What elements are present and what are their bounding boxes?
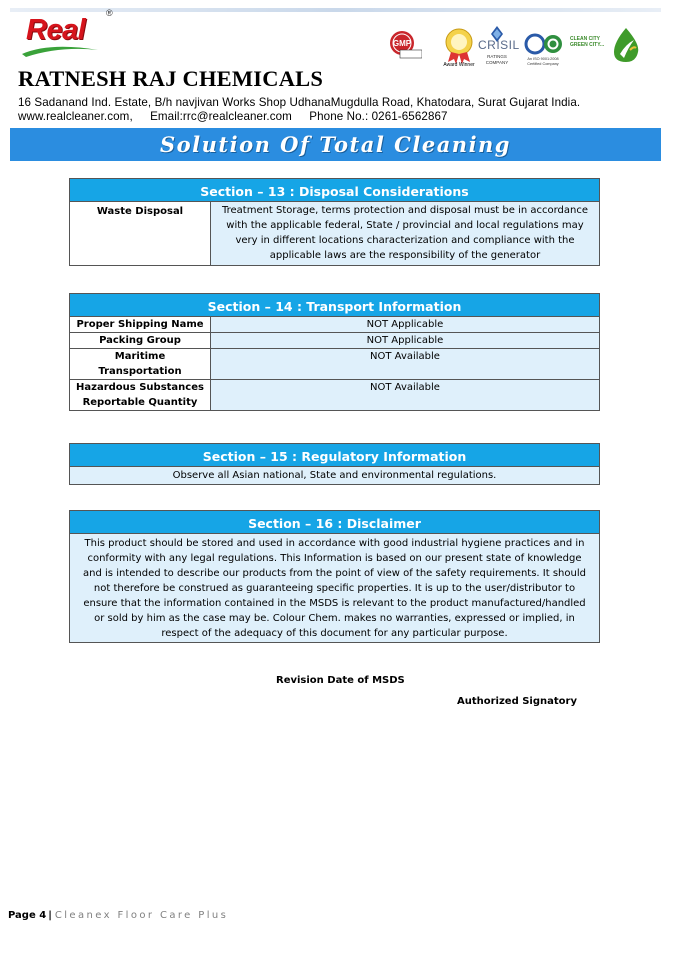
company-name: RATNESH RAJ CHEMICALS [18,66,324,91]
phone-number: Phone No.: 0261-6562867 [309,110,448,123]
footer-separator: | [48,910,52,921]
iso-label: An ISO 9001:2008 Certified Company [527,57,559,66]
section-14-title: Section – 14 : Transport Information [70,294,600,317]
section-15-title: Section – 15 : Regulatory Information [70,444,600,467]
product-name: Cleanex Floor Care Plus [54,910,229,921]
packing-group-label: Packing Group [70,333,211,349]
contact-line [18,110,462,123]
table-row [70,333,600,349]
tagline: Solution Of Total Cleaning [160,132,511,157]
regulatory-text: Observe all Asian national, State and environmental regulations. [70,467,600,485]
table-row [70,534,600,643]
maritime-transport-label: Maritime Transportation [70,349,211,380]
table-row [70,202,600,266]
website-link[interactable]: www.realcleaner.com, [18,110,133,123]
hazardous-quantity-value: NOT Available [211,380,600,411]
page-number: Page 4 [8,910,47,921]
certification-badges [388,22,644,68]
authorized-signatory-label: Authorized Signatory [457,696,577,707]
waste-disposal-value: Treatment Storage, terms protection and disposal must be in accordance with the applicable federal, State / provincial and local regulations may very in different locations characterization and compliance with the applicable laws are the responsibility of the generator [211,202,600,266]
section-13-table [69,178,600,266]
tagline-banner [10,128,661,161]
leaf-drop-icon [610,26,642,64]
company-logo [20,8,113,54]
table-row [70,317,600,333]
logo-swoosh-icon [20,44,100,58]
packing-group-value: NOT Applicable [211,333,600,349]
hazardous-quantity-label: Hazardous Substances Reportable Quantity [70,380,211,411]
waste-disposal-label: Waste Disposal [70,202,211,266]
crisil-label: CRISIL [478,38,520,52]
shipping-name-value: NOT Applicable [211,317,600,333]
table-row [70,349,600,380]
gmp-label: GMP [392,39,412,48]
maritime-transport-value: NOT Available [211,349,600,380]
section-14-table [69,293,600,411]
section-16-table [69,510,600,643]
iso-certified-icon [524,32,564,56]
table-row [70,467,600,485]
shipping-name-label: Proper Shipping Name [70,317,211,333]
award-label: Award Winner [443,62,475,68]
disclaimer-text: This product should be stored and used in accordance with good industrial hygiene practices and in conformity with any legal regulations. This Information is based on our present state of knowledge and is intended to describe our products from the point of view of the safety requirements. It should not therefore be construed as guaranteeing specific properties. It is up to the user/distributor to ensure that the information contained in the MSDS is relevant to the product manufactured/handled or sold by him as the case may be. Colour Chem. makes no warranties, expressed or implied, in respect of the adequacy of this document for any particular purpose. [70,534,600,643]
email-link[interactable]: Email:rrc@realcleaner.com [150,110,292,123]
company-address: 16 Sadanand Ind. Estate, B/h navjivan Works Shop UdhanaMugdulla Road, Khatodara, Surat Gujarat India. [18,96,581,109]
revision-date-label: Revision Date of MSDS [276,675,405,686]
clean-city-label: CLEAN CITY GREEN CITY... [570,36,605,48]
logo-text: Real [26,14,86,46]
table-row [70,380,600,411]
page-footer [8,910,228,921]
crisil-sub-label: RATINGS COMPANY [485,54,509,65]
registered-mark: ® [106,8,113,18]
section-15-table [69,443,600,485]
gmp-badge-icon [388,30,422,60]
section-13-title: Section – 13 : Disposal Considerations [70,179,600,202]
section-16-title: Section – 16 : Disclaimer [70,511,600,534]
